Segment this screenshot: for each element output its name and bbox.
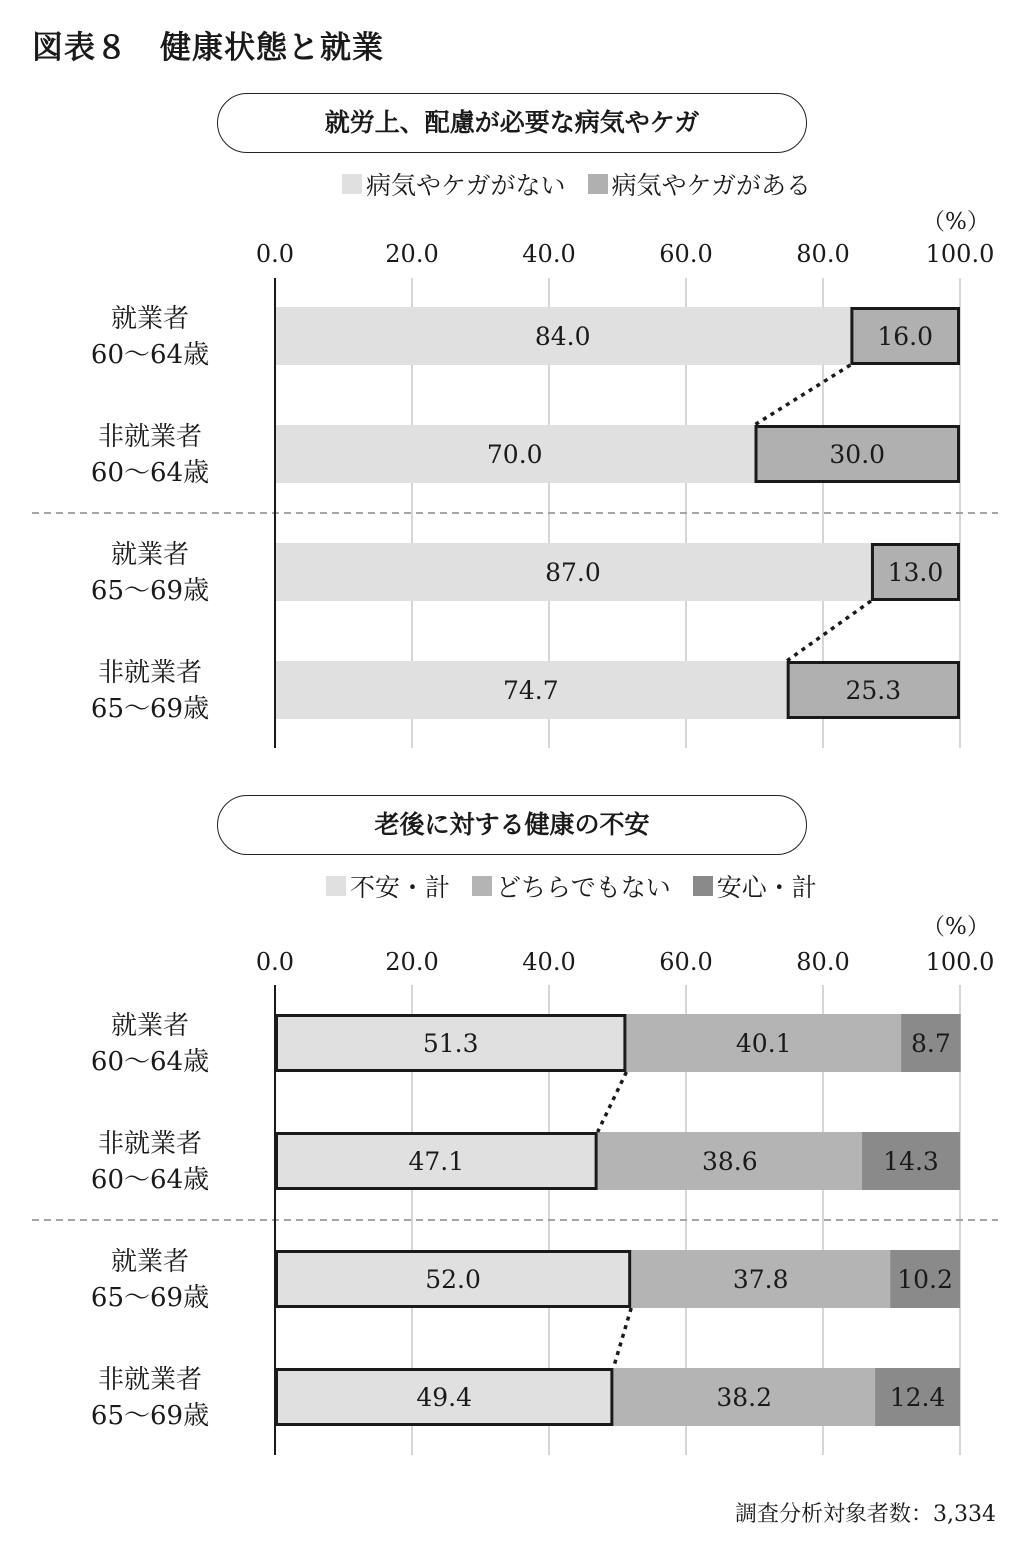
connector-line (613, 1308, 631, 1368)
footnote: 調査分析対象者数：3,334 (735, 1502, 996, 1527)
data-label: 70.0 (486, 440, 543, 469)
x-tick-label: 0.0 (255, 240, 295, 268)
category-label-line1: 非就業者 (97, 1129, 203, 1159)
legend-label: どちらでもない (496, 873, 671, 902)
figure-title: 図表８ 健康状態と就業 (32, 30, 384, 66)
legend-label: 病気やケガがない (366, 171, 566, 200)
x-tick-label: 100.0 (925, 948, 995, 976)
legend-label: 安心・計 (716, 873, 817, 902)
category-label-line2: 65〜69歳 (90, 694, 210, 724)
category-label-line1: 就業者 (110, 540, 190, 570)
category-label-line2: 60〜64歳 (90, 1047, 210, 1077)
legend-label: 不安・計 (350, 873, 451, 902)
connector-line (755, 365, 851, 425)
data-label: 84.0 (534, 322, 591, 351)
data-label: 74.7 (503, 676, 559, 705)
chart1-title: 就労上、配慮が必要な病気やケガ (324, 108, 700, 137)
data-label: 47.1 (408, 1147, 465, 1176)
data-label: 8.7 (911, 1029, 951, 1058)
data-label: 25.3 (845, 676, 902, 705)
data-label: 37.8 (732, 1265, 789, 1294)
x-tick-label: 40.0 (522, 240, 576, 268)
chart2-unit: （%） (922, 914, 990, 940)
data-label: 87.0 (545, 558, 601, 587)
category-label-line2: 65〜69歳 (90, 576, 210, 606)
x-tick-label: 0.0 (255, 948, 295, 976)
data-label: 16.0 (877, 322, 934, 351)
category-label-line2: 65〜69歳 (90, 1401, 210, 1431)
data-label: 51.3 (422, 1029, 479, 1058)
data-label: 52.0 (425, 1265, 481, 1294)
category-label-line1: 就業者 (110, 1011, 190, 1041)
data-label: 10.2 (897, 1265, 953, 1294)
connector-line (598, 1072, 627, 1132)
data-label: 12.4 (889, 1383, 946, 1412)
category-label-line1: 非就業者 (97, 1365, 203, 1395)
data-label: 14.3 (883, 1147, 939, 1176)
category-label-line1: 非就業者 (97, 422, 203, 452)
x-tick-label: 100.0 (925, 240, 995, 268)
x-tick-label: 40.0 (522, 948, 576, 976)
data-label: 30.0 (829, 440, 886, 469)
data-label: 13.0 (887, 558, 944, 587)
category-label-line2: 60〜64歳 (90, 1165, 210, 1195)
x-tick-label: 60.0 (659, 948, 713, 976)
category-label-line2: 60〜64歳 (90, 458, 210, 488)
x-tick-label: 80.0 (796, 240, 850, 268)
x-tick-label: 20.0 (385, 948, 439, 976)
category-label-line2: 60〜64歳 (90, 340, 210, 370)
category-label-line2: 65〜69歳 (90, 1283, 210, 1313)
x-tick-label: 20.0 (385, 240, 439, 268)
data-label: 40.1 (735, 1029, 792, 1058)
category-label-line1: 就業者 (110, 1247, 190, 1277)
category-label-line1: 就業者 (110, 304, 190, 334)
data-label: 38.2 (716, 1383, 773, 1412)
connector-line (787, 601, 871, 661)
legend-label: 病気やケガがある (611, 171, 812, 200)
x-tick-label: 60.0 (659, 240, 713, 268)
category-label-line1: 非就業者 (97, 658, 203, 688)
data-label: 38.6 (702, 1147, 758, 1176)
chart1-unit: （%） (922, 209, 990, 235)
data-label: 49.4 (416, 1383, 473, 1412)
chart2-title: 老後に対する健康の不安 (374, 810, 650, 839)
x-tick-label: 80.0 (796, 948, 850, 976)
